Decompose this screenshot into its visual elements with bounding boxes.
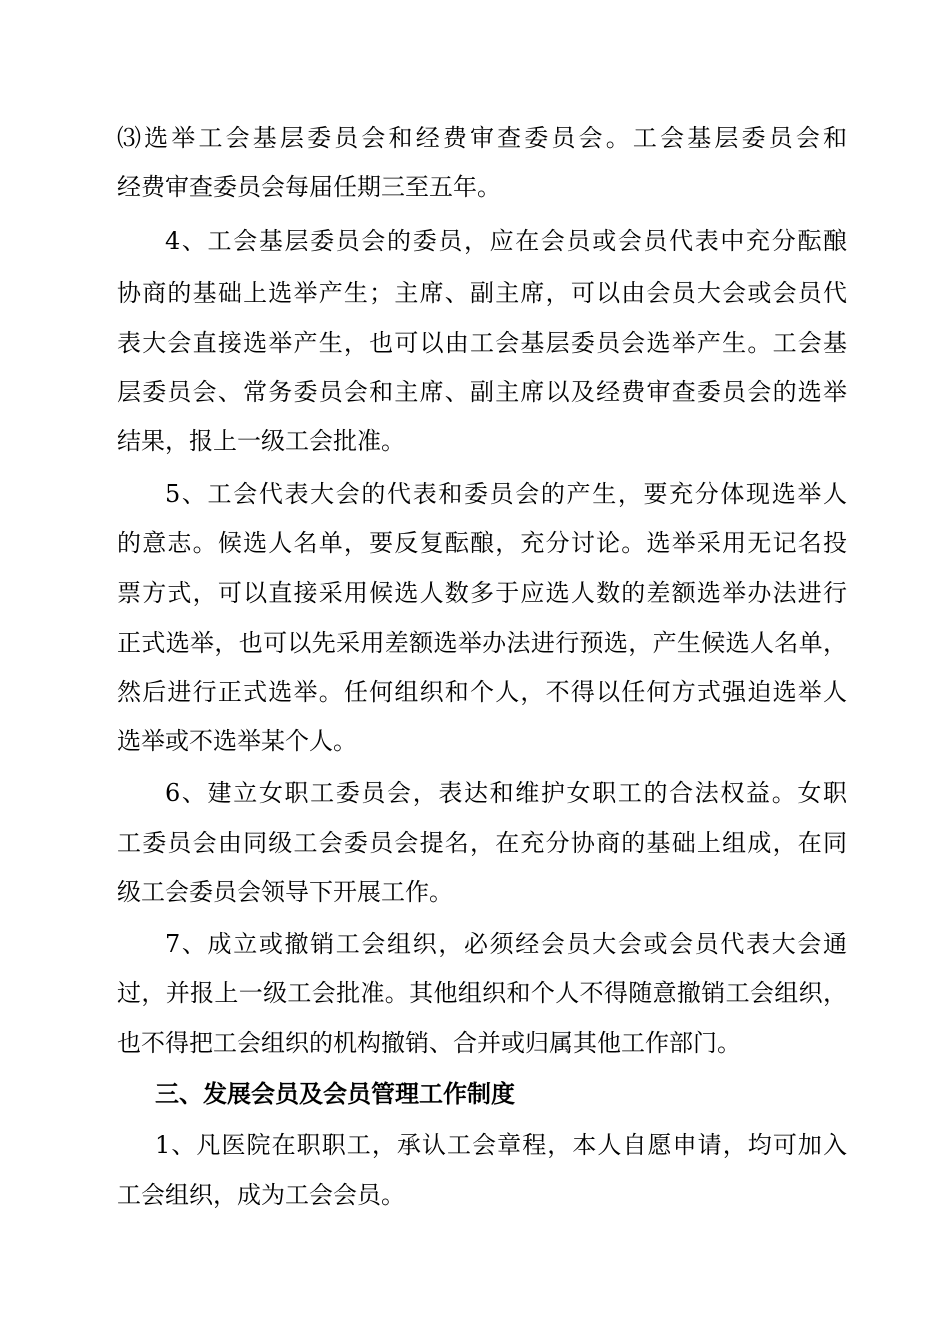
paragraph-4-line-2: 协商的基础上选举产生；主席、副主席，可以由会员大会或会员代 [117,279,847,307]
paragraph-5-line-2: 的意志。候选人名单，要反复酝酿，充分讨论。选举采用无记名投 [117,529,847,557]
section-heading: 三、发展会员及会员管理工作制度 [155,1079,515,1108]
paragraph-3-line-1: ⑶选举工会基层委员会和经费审查委员会。工会基层委员会和 [117,124,847,152]
paragraph-4-line-5: 结果，报上一级工会批准。 [117,427,405,455]
paragraph-5-line-5: 然后进行正式选举。任何组织和个人，不得以任何方式强迫选举人 [117,678,847,706]
paragraph-6-line-3: 级工会委员会领导下开展工作。 [117,878,453,906]
paragraph-5-line-3: 票方式，可以直接采用候选人数多于应选人数的差额选举办法进行 [117,579,847,607]
paragraph-5-line-1: 5、工会代表大会的代表和委员会的产生，要充分体现选举人 [165,480,847,508]
paragraph-7-line-2: 过，并报上一级工会批准。其他组织和个人不得随意撤销工会组织， [117,979,847,1007]
paragraph-3-line-2: 经费审查委员会每届任期三至五年。 [117,173,501,201]
paragraph-5-line-6: 选举或不选举某个人。 [117,727,357,755]
paragraph-6-line-1: 6、建立女职工委员会，表达和维护女职工的合法权益。女职 [165,779,847,807]
section-paragraph-1-line-2: 工会组织，成为工会会员。 [117,1181,405,1209]
paragraph-4-line-3: 表大会直接选举产生，也可以由工会基层委员会选举产生。工会基 [117,329,847,357]
paragraph-6-line-2: 工委员会由同级工会委员会提名，在充分协商的基础上组成，在同 [117,829,847,857]
section-paragraph-1-line-1: 1、凡医院在职职工，承认工会章程，本人自愿申请，均可加入 [155,1131,847,1159]
paragraph-5-line-4: 正式选举，也可以先采用差额选举办法进行预选，产生候选人名单， [117,629,847,657]
paragraph-4-line-4: 层委员会、常务委员会和主席、副主席以及经费审查委员会的选举 [117,378,847,406]
paragraph-7-line-3: 也不得把工会组织的机构撤销、合并或归属其他工作部门。 [117,1029,741,1057]
paragraph-7-line-1: 7、成立或撤销工会组织，必须经会员大会或会员代表大会通 [165,930,847,958]
paragraph-4-line-1: 4、工会基层委员会的委员，应在会员或会员代表中充分酝酿 [165,227,847,255]
